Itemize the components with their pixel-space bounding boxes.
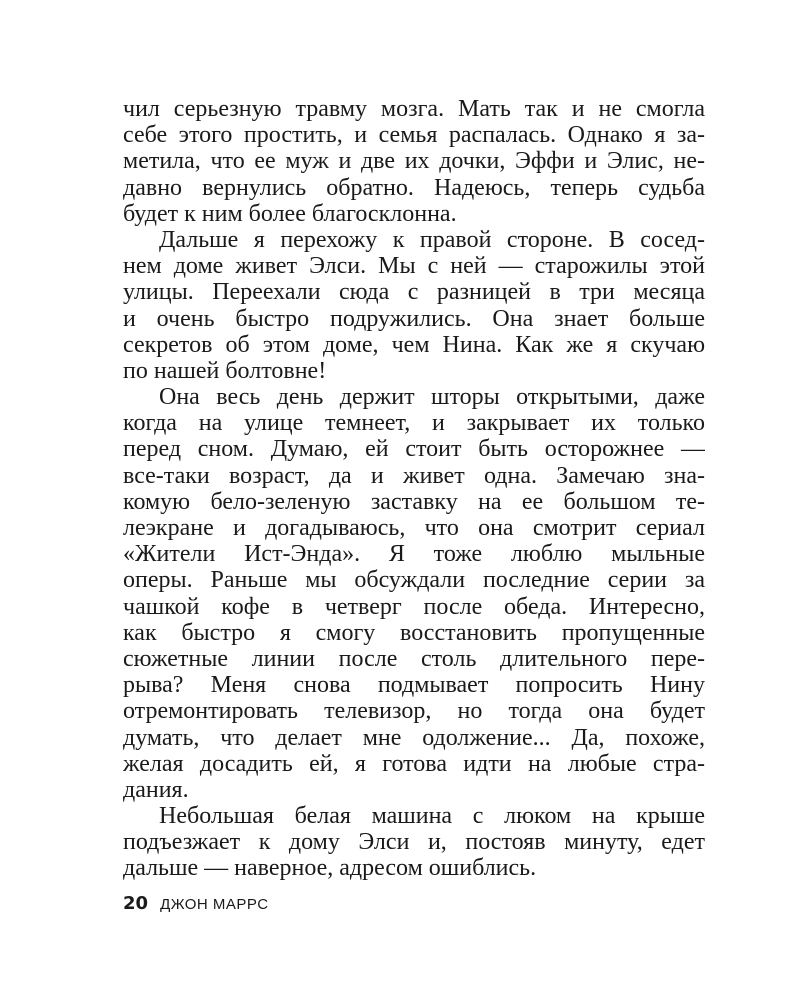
text-line: рыва? Меня снова подмывает попросить Нину: [123, 672, 705, 699]
text-line: чашкой кофе в четверг после обеда. Интересно,: [123, 593, 705, 620]
text-line: секретов об этом доме, чем Нина. Как же я скучаю: [123, 331, 705, 358]
paragraph: [123, 96, 705, 227]
paragraph: [123, 384, 705, 803]
text-line: «Жители Ист-Энда». Я тоже люблю мыльные: [123, 541, 705, 568]
text-line: по нашей болтовне!: [123, 357, 327, 384]
text-line: подъезжает к дому Элси и, постояв минуту, едет: [123, 829, 705, 856]
text-line: думать, что делает мне одолжение... Да, похоже,: [123, 724, 705, 751]
text-line: сюжетные линии после столь длительного пере-: [123, 645, 705, 672]
text-line: Небольшая белая машина с люком на крыше: [159, 803, 705, 830]
text-line: леэкране и догадываюсь, что она смотрит сериал: [123, 515, 705, 541]
text-line: давно вернулись обратно. Надеюсь, теперь судьба: [123, 174, 705, 201]
paragraph: [123, 227, 705, 384]
paragraph: [123, 803, 705, 882]
text-line: дания.: [123, 776, 189, 803]
text-line: Дальше я перехожу к правой стороне. В сосед-: [159, 226, 705, 253]
text-line: нем доме живет Элси. Мы с ней — старожилы этой: [123, 253, 705, 280]
text-line: будет к ним более благосклонна.: [123, 200, 457, 227]
text-line: перед сном. Думаю, ей стоит быть осторожнее —: [123, 436, 705, 463]
running-author: ДЖОН МАРРС: [160, 896, 269, 913]
text-line: когда на улице темнеет, и закрывает их только: [123, 410, 705, 437]
text-line: все-таки возраст, да и живет одна. Замечаю зна-: [123, 462, 705, 489]
text-line: улицы. Переехали сюда с разницей в три месяца: [123, 279, 705, 306]
text-line: себе этого простить, и семья распалась. Однако я за-: [123, 122, 705, 149]
text-line: и очень быстро подружились. Она знает больше: [123, 305, 705, 332]
text-line: отремонтировать телевизор, но тогда она будет: [123, 698, 705, 725]
text-line: метила, что ее муж и две их дочки, Эффи и Элис, не-: [123, 148, 705, 175]
body-text: [123, 96, 705, 882]
text-line: как быстро я смогу восстановить пропущенные: [123, 619, 705, 646]
text-line: чил серьезную травму мозга. Мать так и не смогла: [123, 96, 705, 122]
text-line: комую бело-зеленую заставку на ее большом те-: [123, 488, 705, 515]
page-footer: [123, 892, 269, 916]
text-line: Она весь день держит шторы открытыми, даже: [159, 384, 705, 411]
text-line: желая досадить ей, я готова идти на любые стра-: [123, 750, 705, 777]
text-line: дальше — наверное, адресом ошиблись.: [123, 855, 537, 882]
page-number: 20: [123, 893, 149, 914]
text-line: оперы. Раньше мы обсуждали последние серии за: [123, 567, 705, 594]
